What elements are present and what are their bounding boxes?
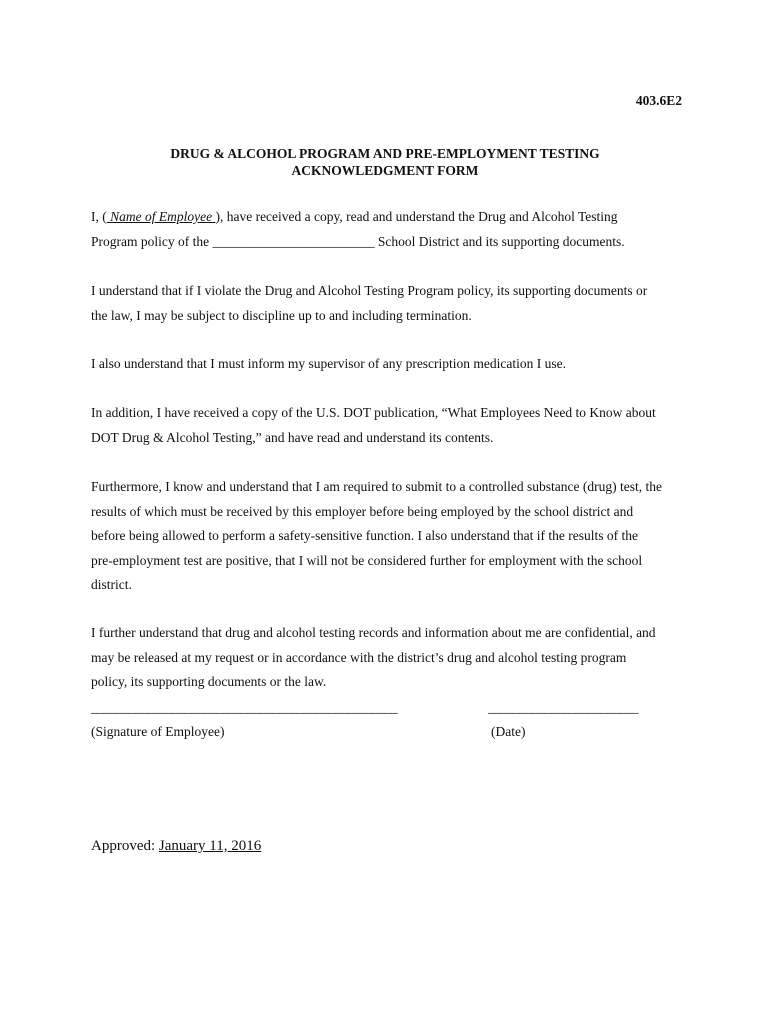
text-fragment: School District and its supporting documents. [374,233,625,249]
paragraph-line: results of which must be received by this employer before being employed by the school district and [91,503,634,519]
paragraph-line: pre-employment test are positive, that I will not be considered further for employment with the school [91,552,643,568]
approved-label: Approved: [91,838,159,854]
paragraph-pre-employment-test [91,475,691,598]
paragraph-line: I also understand that I must inform my supervisor of any prescription medication I use. [91,356,567,371]
paragraph-line: before being allowed to perform a safety-sensitive function. I also understand that if the results of the [91,528,638,543]
form-title-line-2: ACKNOWLEDGMENT FORM [291,163,479,178]
paragraph-line: the law, I may be subject to discipline up to and including termination. [91,307,472,323]
paragraph-confidentiality [91,621,691,695]
date-label: (Date) [491,724,526,739]
text-fragment: Program policy of the [91,233,213,249]
school-district-blank[interactable]: ________________________ [212,233,375,249]
paragraph-medication [91,352,691,377]
paragraph-line: In addition, I have received a copy of the U.S. DOT publication, “What Employees Need to Know about [91,405,656,420]
paragraph-line: I further understand that drug and alcohol testing records and information about me are confidential, and [91,625,656,640]
paragraph-line: policy, its supporting documents or the law. [91,674,327,689]
date-line[interactable]: ________________________ [488,700,638,715]
paragraph-dot-publication [91,401,691,450]
paragraph-acknowledgment [91,205,691,254]
employee-name-field[interactable]: Name of Employee [106,209,216,224]
text-fragment: ), have received a copy, read and understand the Drug and Alcohol Testing [215,209,618,224]
paragraph-line: DOT Drug & Alcohol Testing,” and have read and understand its contents. [91,429,494,445]
form-title [0,145,770,179]
paragraph-line: Furthermore, I know and understand that I am required to submit to a controlled substance (drug) test, the [91,479,662,494]
signature-line[interactable]: _________________________________________________ [91,700,398,715]
paragraph-line: I understand that if I violate the Drug and Alcohol Testing Program policy, its supporting documents or [91,283,648,298]
policy-code: 403.6E2 [635,93,682,108]
paragraph-line: may be released at my request or in accordance with the district’s drug and alcohol testing program [91,649,627,665]
approved-date: January 11, 2016 [158,838,262,854]
signature-label: (Signature of Employee) [91,724,225,739]
paragraph-violation [91,279,691,328]
text-fragment: I, ( [91,209,107,224]
paragraph-line [91,205,691,230]
paragraph-line: district. [91,577,132,592]
approval-line [91,838,261,855]
form-title-line-1: DRUG & ALCOHOL PROGRAM AND PRE-EMPLOYMENT TESTING [170,146,600,161]
paragraph-line [91,230,691,255]
